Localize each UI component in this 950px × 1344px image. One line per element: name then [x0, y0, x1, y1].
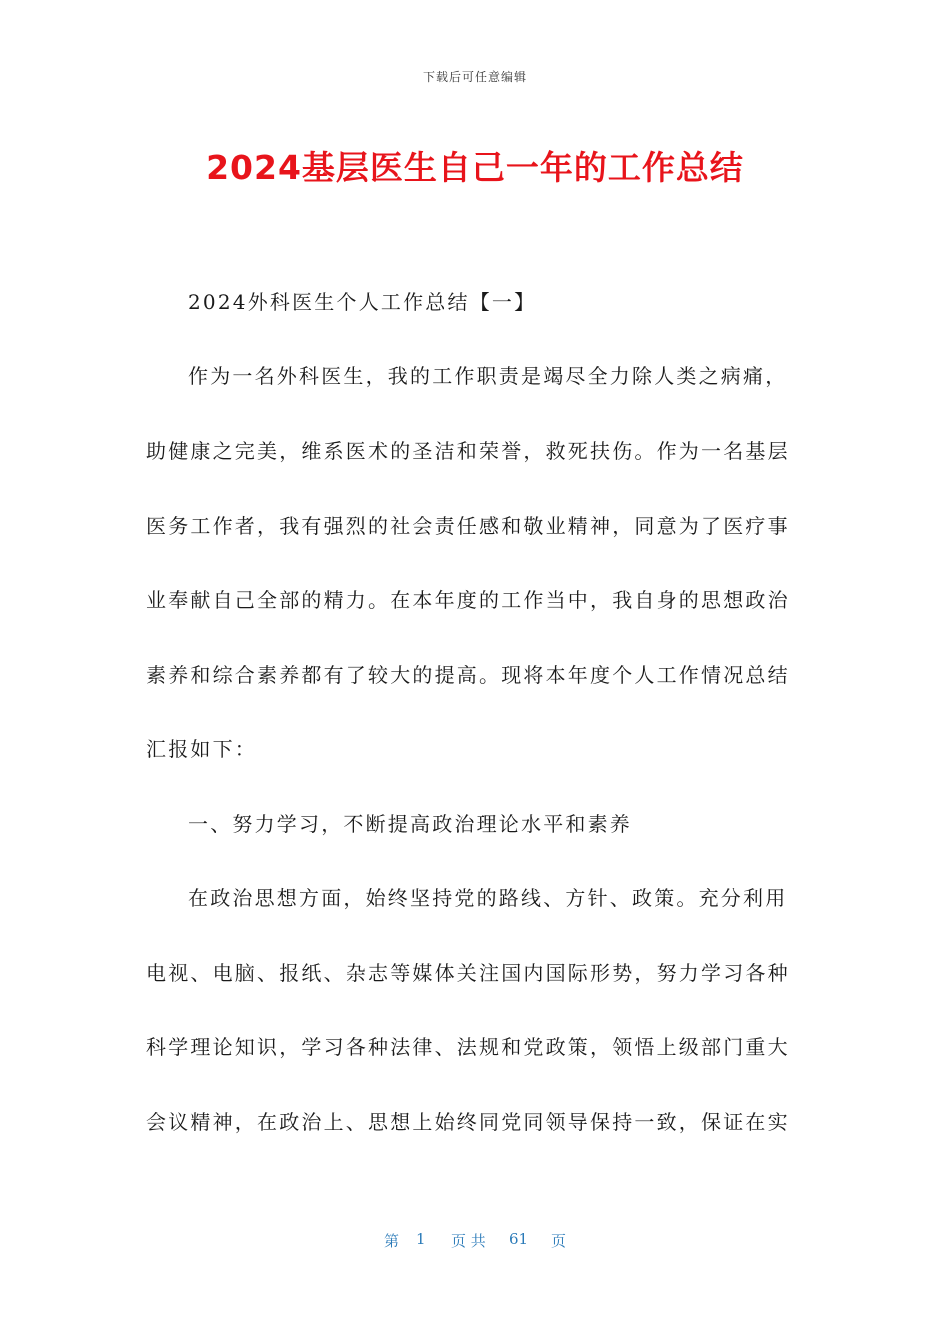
section-heading: 2024外科医生个人工作总结【一】 [188, 290, 537, 314]
footer-prefix: 第 [384, 1232, 400, 1250]
paragraph-line: 汇报如下： [146, 737, 257, 761]
paragraph-line: 作为一名外科医生，我的工作职责是竭尽全力除人类之病痛， [188, 364, 788, 388]
total-pages: 61 [509, 1230, 529, 1248]
paragraph-line: 科学理论知识，学习各种法律、法规和党政策，领悟上级部门重大 [146, 1035, 790, 1059]
paragraph-line: 助健康之完美，维系医术的圣洁和荣誉，救死扶伤。作为一名基层 [146, 439, 790, 463]
document-title: 2024基层医生自己一年的工作总结 [206, 148, 744, 187]
paragraph-line: 电视、电脑、报纸、杂志等媒体关注国内国际形势，努力学习各种 [146, 961, 790, 985]
header-note: 下载后可任意编辑 [422, 70, 527, 84]
page-footer [0, 1230, 950, 1250]
paragraph-line: 会议精神，在政治上、思想上始终同党同领导保持一致，保证在实 [146, 1110, 790, 1134]
paragraph-line: 素养和综合素养都有了较大的提高。现将本年度个人工作情况总结 [146, 663, 790, 687]
current-page-number: 1 [416, 1230, 426, 1248]
subsection-heading: 一、努力学习，不断提高政治理论水平和素养 [188, 812, 632, 836]
footer-middle: 页 共 [451, 1232, 486, 1250]
paragraph-line: 医务工作者，我有强烈的社会责任感和敬业精神，同意为了医疗事 [146, 514, 790, 538]
paragraph-line: 在政治思想方面，始终坚持党的路线、方针、政策。充分利用 [188, 886, 788, 910]
paragraph-line: 业奉献自己全部的精力。在本年度的工作当中，我自身的思想政治 [146, 588, 790, 612]
footer-suffix: 页 [551, 1232, 567, 1250]
